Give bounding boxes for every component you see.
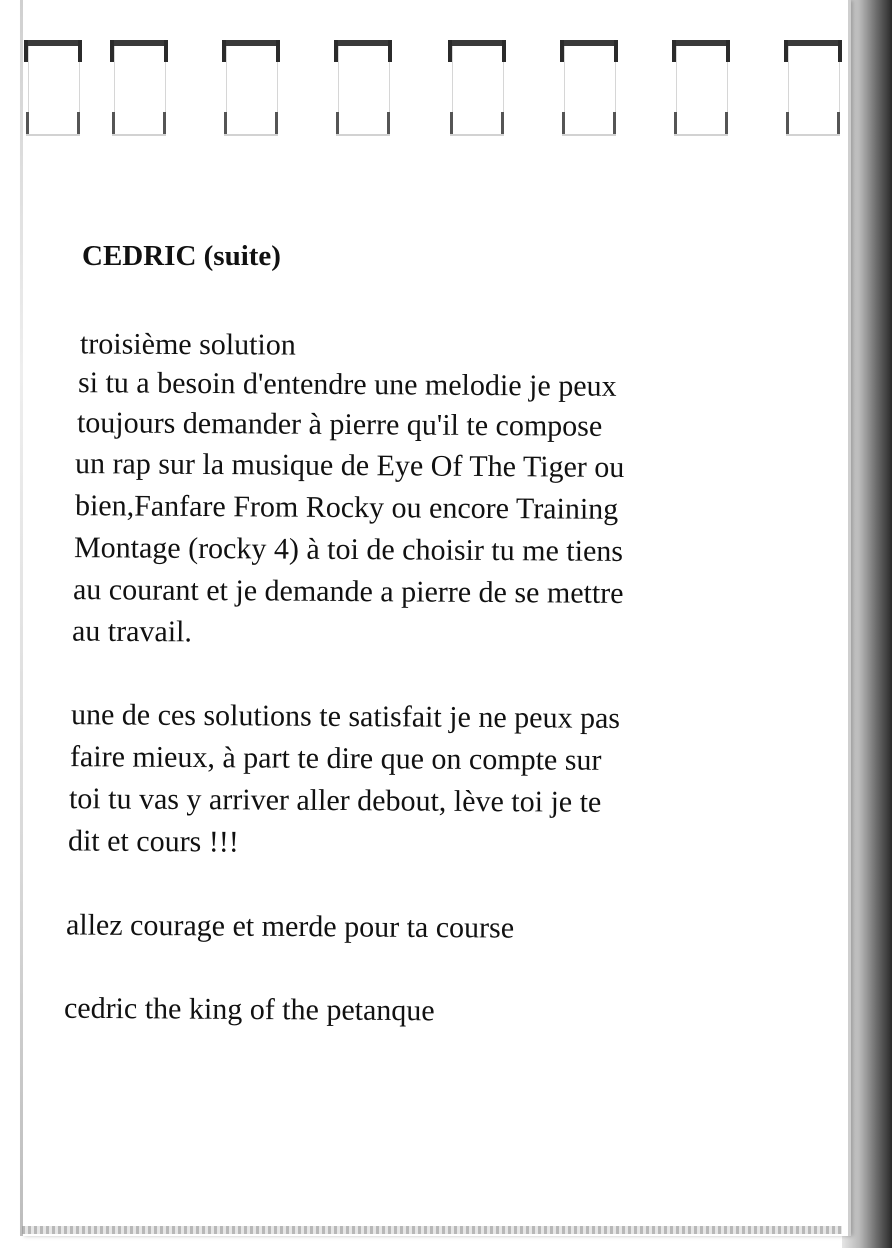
text-line: au courant et je demande a pierre de se mettre [72, 573, 624, 610]
binding-ring-icon [560, 40, 618, 140]
signature-line: cedric the king of the petanque [63, 991, 435, 1028]
text-line: au travail. [71, 614, 193, 649]
spiral-binding [22, 28, 852, 148]
binding-ring-icon [672, 40, 730, 140]
text-line: bien,Fanfare From Rocky ou encore Training [74, 489, 619, 526]
text-line: toujours demander à pierre qu'il te compose [76, 406, 603, 443]
binding-ring-icon [110, 40, 168, 140]
binding-ring-icon [784, 40, 842, 140]
page-left-edge [20, 0, 23, 1236]
binding-ring-icon [24, 40, 82, 140]
text-line: allez courage et merde pour ta course [65, 908, 515, 945]
page-bottom-edge [22, 1226, 842, 1234]
text-line: Montage (rocky 4) à toi de choisir tu me tiens [73, 531, 624, 568]
text-line: si tu a besoin d'entendre une melodie je peux [77, 366, 617, 403]
document-title: CEDRIC (suite) [82, 240, 281, 272]
text-line: une de ces solutions te satisfait je ne peux pas [70, 698, 621, 735]
text-line: faire mieux, à part te dire que on compte sur [69, 740, 602, 777]
binding-ring-icon [222, 40, 280, 140]
text-line: troisième solution [79, 327, 296, 362]
text-line: dit et cours !!! [67, 824, 239, 859]
binding-ring-icon [334, 40, 392, 140]
text-line: un rap sur la musique de Eye Of The Tiger ou [74, 447, 625, 484]
binding-ring-icon [448, 40, 506, 140]
text-line: toi tu vas y arriver aller debout, lève toi je te [68, 782, 602, 819]
